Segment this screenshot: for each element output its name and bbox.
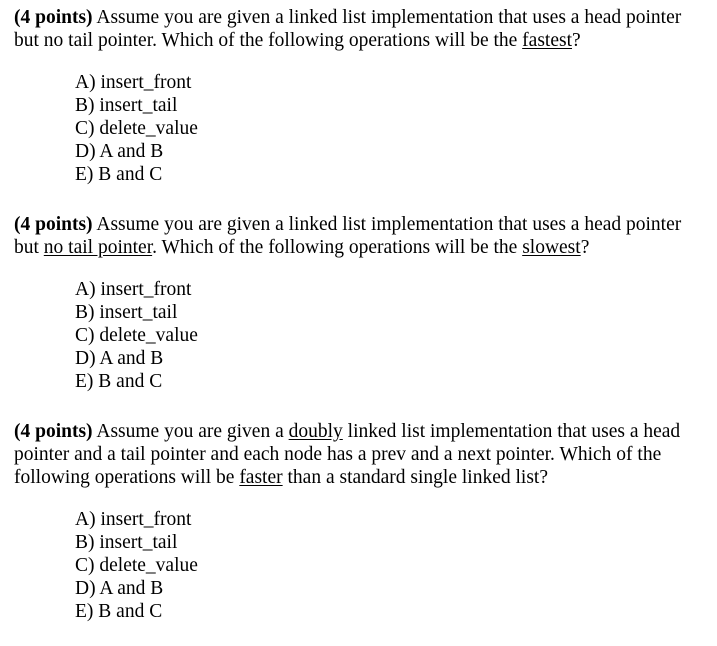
option-c[interactable]: C) delete_value <box>75 555 198 576</box>
question-2 <box>14 213 704 393</box>
option-c[interactable]: C) delete_value <box>75 325 198 346</box>
question-3-emphasis-doubly: doubly <box>288 421 343 442</box>
option-e[interactable]: E) B and C <box>75 164 163 185</box>
question-2-options <box>75 278 704 393</box>
question-3-stem <box>14 420 704 489</box>
question-3-text-end: than a standard single linked list? <box>282 467 548 488</box>
question-3 <box>14 420 704 623</box>
option-c[interactable]: C) delete_value <box>75 118 198 139</box>
option-e[interactable]: E) B and C <box>75 601 163 622</box>
question-1-points: (4 points) <box>14 7 93 28</box>
question-1 <box>14 6 704 186</box>
question-3-text: Assume you are given a <box>96 421 289 442</box>
question-1-emphasis: fastest <box>522 30 572 51</box>
option-a[interactable]: A) insert_front <box>75 509 192 530</box>
option-a[interactable]: A) insert_front <box>75 279 192 300</box>
question-2-emphasis-no-tail: no tail pointer <box>43 237 153 258</box>
question-2-stem <box>14 213 704 259</box>
question-1-text: Assume you are given a linked list implementation that uses a head pointer but no tail pointer. Which of the following operations will be the <box>14 7 682 51</box>
question-3-points: (4 points) <box>14 421 93 442</box>
option-d[interactable]: D) A and B <box>75 578 164 599</box>
question-3-text-mid: linked list implementation that uses a head pointer and a tail pointer and each node has a prev and a next pointer. Which of the following operations will be <box>14 421 681 488</box>
option-d[interactable]: D) A and B <box>75 348 164 369</box>
option-e[interactable]: E) B and C <box>75 371 163 392</box>
option-b[interactable]: B) insert_tail <box>75 95 178 116</box>
question-2-emphasis-slowest: slowest <box>522 237 581 258</box>
question-1-stem <box>14 6 704 52</box>
question-2-text-mid: . Which of the following operations will be the <box>152 237 523 258</box>
option-b[interactable]: B) insert_tail <box>75 532 178 553</box>
question-2-text: Assume you are given a linked list implementation that uses a head pointer but <box>14 214 682 258</box>
question-3-options <box>75 508 704 623</box>
question-1-text-end: ? <box>572 30 581 51</box>
option-a[interactable]: A) insert_front <box>75 72 192 93</box>
option-b[interactable]: B) insert_tail <box>75 302 178 323</box>
question-2-text-end: ? <box>580 237 590 258</box>
question-2-points: (4 points) <box>14 214 93 235</box>
option-d[interactable]: D) A and B <box>75 141 164 162</box>
question-3-emphasis-faster: faster <box>239 467 283 488</box>
question-1-options <box>75 71 704 186</box>
